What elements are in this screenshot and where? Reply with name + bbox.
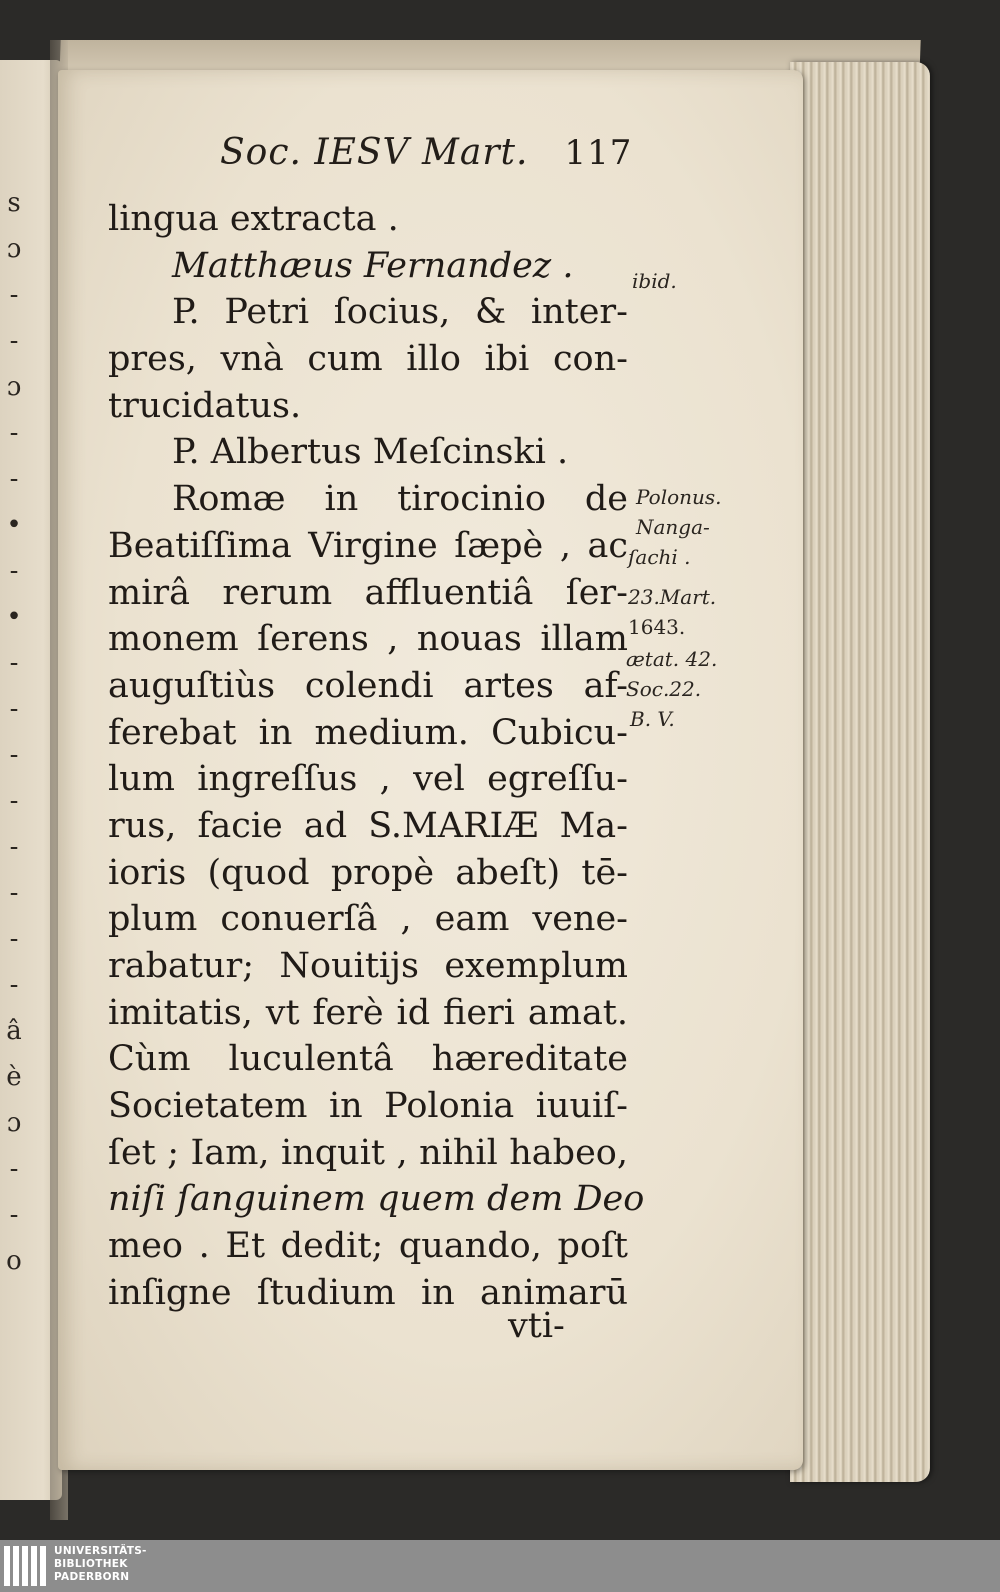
facing-page-glyph: - bbox=[9, 556, 19, 586]
name-heading: P. Albertus Meſcinski . bbox=[172, 432, 569, 473]
facing-page-glyph: o bbox=[6, 1246, 22, 1276]
facing-page-glyph: - bbox=[9, 280, 19, 310]
facing-page-glyph: - bbox=[9, 326, 19, 356]
text-line: inſigne ſtudium in animarū bbox=[108, 1272, 628, 1313]
text-line: Beatiſſima Virgine ſæpè , ac bbox=[108, 525, 628, 566]
margin-note-aetat: ætat. 42. bbox=[626, 647, 718, 671]
text-line: imitatis, vt ferè id fieri amat. bbox=[108, 992, 628, 1033]
text-line: ioris (quod propè abeſt) tē- bbox=[108, 852, 628, 893]
text-line: P. Petri ſocius, & inter- bbox=[172, 292, 628, 333]
text-line: Matthæus Fernandez . bbox=[172, 245, 574, 286]
text-line: Romæ in tirocinio de bbox=[172, 479, 628, 520]
facing-page-glyph: • bbox=[6, 510, 22, 540]
facing-page-glyph: • bbox=[6, 602, 22, 632]
text-line: lingua extracta . bbox=[108, 199, 399, 239]
facing-page-glyph: ɔ bbox=[6, 1108, 22, 1138]
margin-note-bv: B. V. bbox=[630, 707, 675, 731]
text-line: ſet ; Iam, inquit , nihil habeo, bbox=[108, 1132, 628, 1173]
page-number: 117 bbox=[564, 133, 633, 173]
facing-page-glyph: - bbox=[9, 464, 19, 494]
page-edges bbox=[790, 62, 930, 1482]
facing-page-glyph: - bbox=[9, 1154, 19, 1184]
text-line: plum conuerſâ , eam vene- bbox=[108, 899, 628, 940]
library-name-line: PADERBORN bbox=[54, 1571, 130, 1583]
text-line: rus, facie ad S.MARIÆ Ma- bbox=[108, 805, 628, 846]
text-line: mirâ rerum affluentiâ ſer- bbox=[108, 572, 628, 613]
text-block bbox=[108, 196, 645, 1317]
library-name-line: BIBLIOTHEK bbox=[54, 1558, 128, 1570]
text-line: Cùm luculentâ hæreditate bbox=[108, 1039, 628, 1080]
text-line: rabatur; Nouitijs exemplum bbox=[108, 946, 628, 986]
library-name-line: UNIVERSITÄTS- bbox=[54, 1545, 147, 1557]
facing-page-glyph: ɔ bbox=[6, 234, 22, 264]
text-line: pres, vnà cum illo ibi con- bbox=[108, 339, 628, 380]
margin-note-polonus: Polonus. bbox=[636, 485, 722, 509]
header-title: Soc. IESV Mart. bbox=[220, 132, 529, 173]
margin-note-date: 23.Mart. bbox=[628, 585, 717, 609]
margin-note-year: 1643. bbox=[628, 615, 686, 639]
library-name bbox=[54, 1545, 147, 1584]
text-line: trucidatus. bbox=[108, 385, 302, 426]
facing-page-glyph: - bbox=[9, 694, 19, 724]
text-line: Societatem in Polonia iuuiſ- bbox=[108, 1086, 628, 1127]
library-footer bbox=[0, 1540, 1000, 1592]
facing-page-glyph: - bbox=[9, 924, 19, 954]
facing-page-glyph: - bbox=[9, 648, 19, 678]
facing-page-glyph: - bbox=[9, 786, 19, 816]
facing-page-glyph: ɔ bbox=[6, 372, 22, 402]
text-line bbox=[108, 429, 628, 476]
margin-note-ibid: ibid. bbox=[632, 269, 677, 293]
text-line: niſi ſanguinem quem dem Deo bbox=[108, 1179, 645, 1220]
margin-note-nanga: Nanga- bbox=[636, 515, 710, 539]
text-line: monem ſerens , nouas illam bbox=[108, 619, 628, 660]
text-line: ferebat in medium. Cubicu- bbox=[108, 712, 628, 753]
library-logo-icon bbox=[4, 1546, 50, 1586]
margin-note-soc: Soc.22. bbox=[626, 677, 702, 701]
margin-note-sachi: ſachi . bbox=[628, 545, 691, 569]
facing-page-glyph: - bbox=[9, 418, 19, 448]
facing-page-glyph: s bbox=[7, 188, 21, 218]
facing-page-glyph: - bbox=[9, 1200, 19, 1230]
facing-page-glyph: - bbox=[9, 878, 19, 908]
facing-page-glyph: - bbox=[9, 970, 19, 1000]
facing-page-glyph: - bbox=[9, 740, 19, 770]
facing-page-glyph: â bbox=[6, 1016, 22, 1046]
text-line: meo . Et dedit; quando, poſt bbox=[108, 1226, 628, 1267]
facing-page-glyph: - bbox=[9, 832, 19, 862]
text-line: auguſtiùs colendi artes af- bbox=[108, 665, 628, 706]
running-header bbox=[220, 132, 632, 173]
catchword: vti- bbox=[508, 1306, 565, 1346]
text-line: lum ingreſſus , vel egreſſu- bbox=[108, 759, 628, 800]
facing-page-glyph: è bbox=[6, 1062, 22, 1092]
